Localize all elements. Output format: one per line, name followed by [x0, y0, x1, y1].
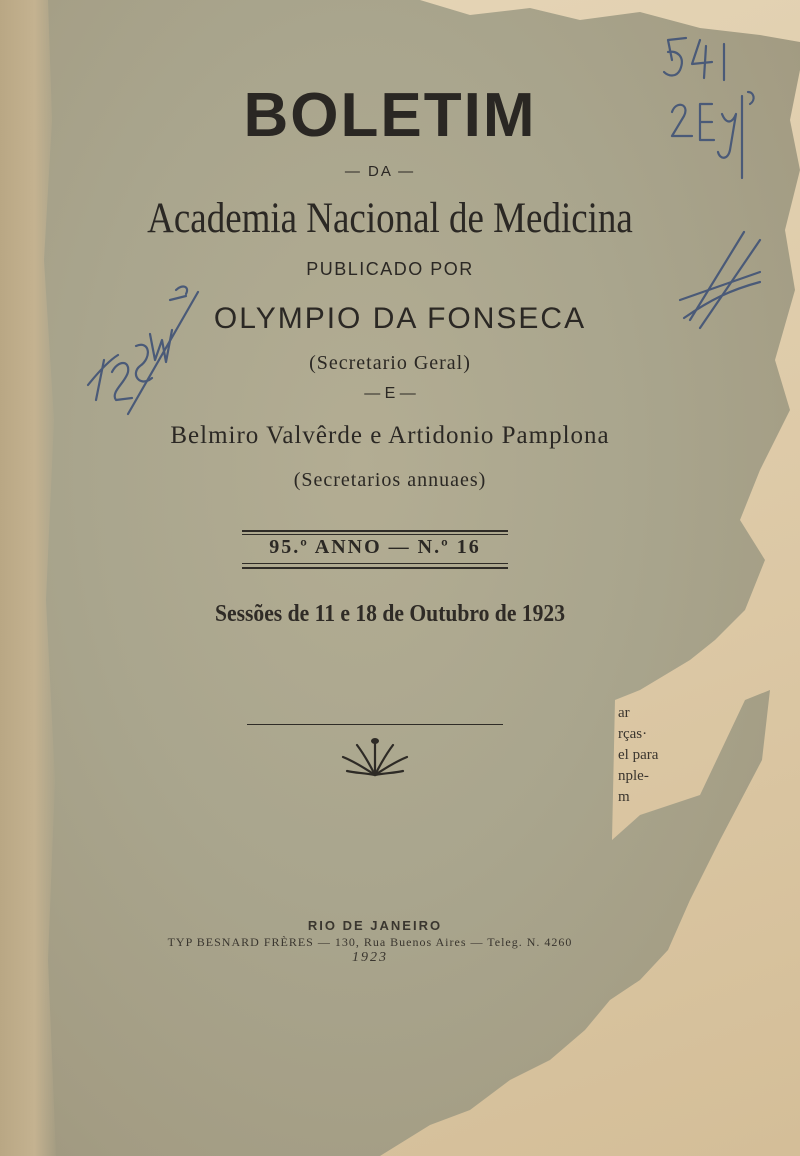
issue-number: 95.º ANNO — N.º 16 [269, 536, 481, 558]
co-editors: Belmiro Valvêrde e Artidonio Pamplona [170, 422, 610, 449]
underlying-line: rças· [618, 726, 648, 742]
imprint-printer: TYP BESNARD FRÈRES — 130, Rua Buenos Aires — Teleg. N. 4260 [167, 935, 573, 949]
editor-name: OLYMPIO DA FONSECA [213, 302, 587, 335]
co-editors-role: (Secretarios annuaes) [293, 469, 487, 491]
ornament-rule [247, 724, 503, 725]
underlying-line: ar [618, 705, 630, 721]
institution-name: Academia Nacional de Medicina [147, 195, 633, 242]
issue-rule-top [242, 530, 508, 532]
imprint-city: RIO DE JANEIRO [307, 918, 443, 933]
issue-rule-bottom [242, 567, 508, 569]
issue-rule-bottom-thin [242, 563, 508, 564]
issue-rule-top-thin [242, 534, 508, 535]
and-separator: — E — [364, 385, 416, 402]
underlying-line: el para [618, 747, 659, 763]
underlying-page-text [618, 703, 678, 808]
fleuron-ornament-icon [335, 733, 415, 783]
underlying-line: nple- [618, 768, 649, 784]
cover-title: BOLETIM [243, 81, 537, 150]
underlying-line: m [618, 789, 630, 805]
published-by-label: PUBLICADO POR [306, 259, 474, 279]
cover-da: — DA — [344, 163, 416, 180]
sessions-date: Sessões de 11 e 18 de Outubro de 1923 [214, 601, 566, 627]
editor-role: (Secretario Geral) [309, 352, 471, 374]
imprint-year: 1923 [352, 950, 388, 965]
